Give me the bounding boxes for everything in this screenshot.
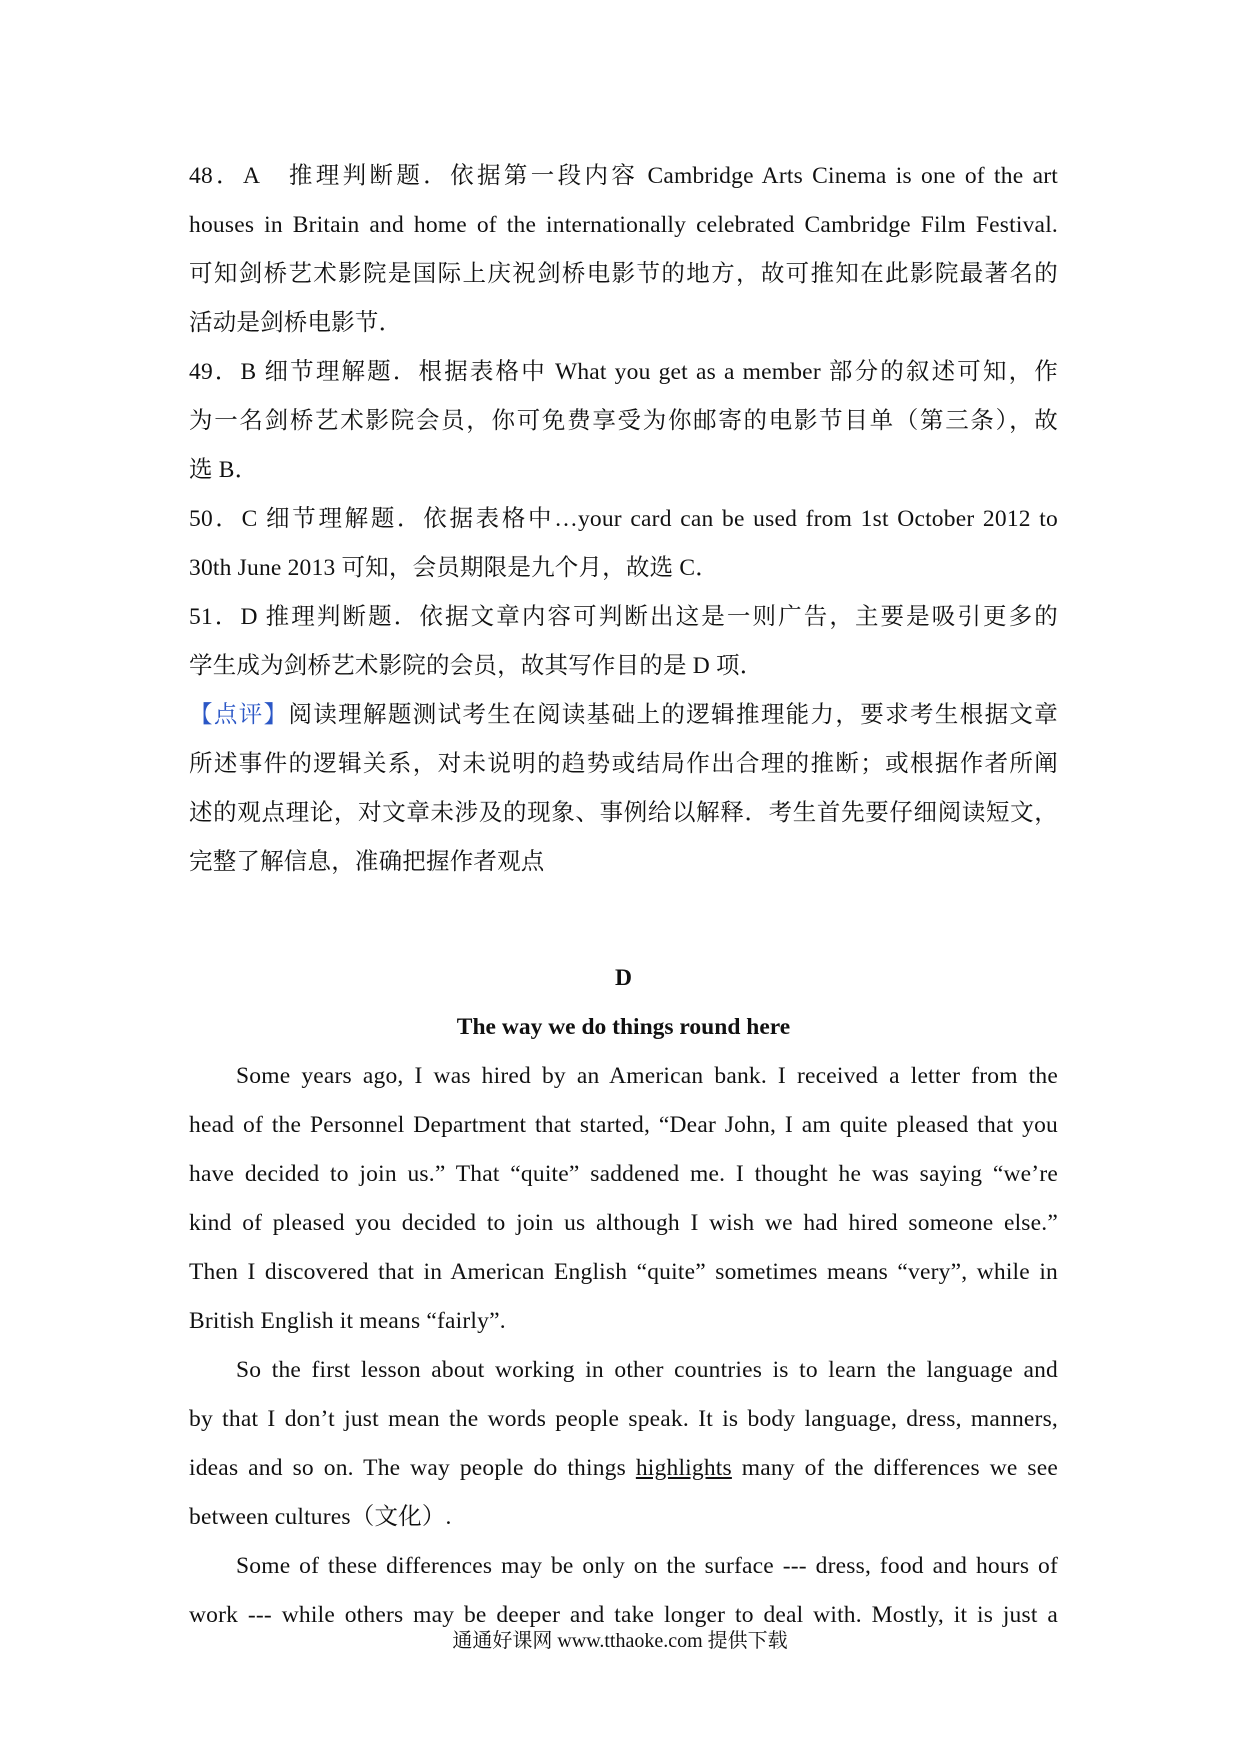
passage-line: have decided to join us.” That “quite” saddened me. I thought he was saying “we’re <box>189 1161 1058 1187</box>
answer-line: 30th June 2013 可知，会员期限是九个月，故选 C． <box>189 555 719 581</box>
passage-text: ideas and so on. The way people do things <box>189 1455 636 1481</box>
passage-line: Some years ago, I was hired by an American bank. I received a letter from the <box>236 1063 1058 1089</box>
answer-48 <box>189 152 1058 348</box>
passage-line: work --- while others may be deeper and take longer to deal with. Mostly, it is just a <box>189 1602 1058 1628</box>
page-footer: 通通好课网 www.tthaoke.com 提供下载 <box>452 1630 788 1652</box>
answer-line: 活动是剑桥电影节． <box>189 310 403 336</box>
answer-51 <box>189 593 1058 691</box>
comment-label: 【点评】 <box>189 702 289 728</box>
passage-paragraph-1 <box>189 1052 1058 1346</box>
passage-title: The way we do things round here <box>456 1014 791 1040</box>
passage-line: So the first lesson about working in other countries is to learn the language and <box>236 1357 1058 1383</box>
comment-section <box>189 691 1058 887</box>
answer-line: houses in Britain and home of the internationally celebrated Cambridge Film Festival. <box>189 212 1058 238</box>
comment-line: 述的观点理论，对文章未涉及的现象、事例给以解释．考生首先要仔细阅读短文， <box>189 800 1058 826</box>
answer-line: 可知剑桥艺术影院是国际上庆祝剑桥电影节的地方，故可推知在此影院最著名的 <box>189 261 1058 287</box>
passage-line <box>189 1444 1058 1493</box>
section-gap <box>189 887 1058 954</box>
passage-paragraph-2 <box>189 1346 1058 1542</box>
passage-line: by that I don’t just mean the words people speak. It is body language, dress, manners, <box>189 1406 1058 1432</box>
answer-49 <box>189 348 1058 495</box>
passage-line: between cultures（文化）. <box>189 1504 452 1530</box>
passage-line: kind of pleased you decided to join us although I wish we had hired someone else.” <box>189 1210 1058 1236</box>
answer-line: 学生成为剑桥艺术影院的会员，故其写作目的是 D 项． <box>189 653 764 679</box>
comment-line: 所述事件的逻辑关系，对未说明的趋势或结局作出合理的推断；或根据作者所阐 <box>189 751 1058 777</box>
answer-line: 为一名剑桥艺术影院会员，你可免费享受为你邮寄的电影节目单（第三条），故 <box>189 408 1058 434</box>
section-letter: D <box>615 965 632 991</box>
answer-line: 48．A 推理判断题．依据第一段内容 Cambridge Arts Cinema is one of the art <box>189 163 1058 189</box>
passage-line: Then I discovered that in American English “quite” sometimes means “very”, while in <box>189 1259 1058 1285</box>
underlined-word: highlights <box>635 1455 732 1481</box>
answer-line: 49．B 细节理解题．根据表格中 What you get as a member 部分的叙述可知，作 <box>189 359 1058 385</box>
passage-line: British English it means “fairly”. <box>189 1308 506 1334</box>
comment-line: 完整了解信息，准确把握作者观点 <box>189 849 545 875</box>
passage-line: Some of these differences may be only on the surface --- dress, food and hours of <box>236 1553 1058 1579</box>
document-page <box>189 152 1058 1640</box>
passage-text: many of the differences we see <box>731 1455 1058 1481</box>
passage-line: head of the Personnel Department that started, “Dear John, I am quite pleased that you <box>189 1112 1058 1138</box>
comment-text: 阅读理解题测试考生在阅读基础上的逻辑推理能力，要求考生根据文章 <box>288 702 1058 728</box>
answer-50 <box>189 495 1058 593</box>
answer-line: 选 B． <box>189 457 259 483</box>
answer-line: 50．C 细节理解题．依据表格中…your card can be used from 1st October 2012 to <box>189 506 1058 532</box>
comment-first-line <box>189 691 1058 740</box>
answer-line: 51．D 推理判断题．依据文章内容可判断出这是一则广告，主要是吸引更多的 <box>189 604 1058 630</box>
